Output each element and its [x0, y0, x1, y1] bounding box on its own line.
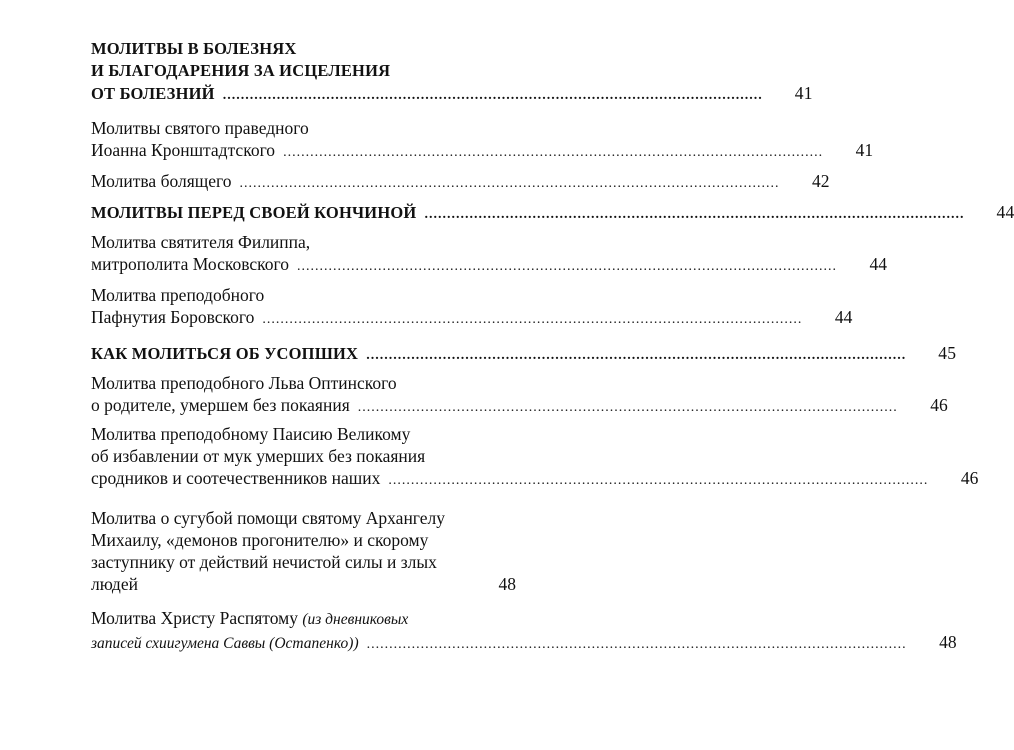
leader-dots: ........................................................................................................................: [388, 473, 929, 488]
leader-dots: ........................................................................................................................: [357, 400, 898, 415]
toc-entry-line: Михаилу, «демонов прогонителю» и скорому: [91, 530, 429, 550]
page-number: 46: [960, 468, 979, 488]
toc-heading: [91, 342, 957, 367]
leader-dots: ........................................................................................................................: [239, 176, 780, 191]
page-number: 41: [855, 140, 874, 160]
toc-entry: [91, 507, 516, 595]
toc-entry: [91, 117, 874, 164]
toc-entry-line: Молитва болящего: [91, 171, 232, 191]
toc-entry-line: заступнику от действий нечистой силы и злых: [91, 552, 437, 572]
toc-entry-line: И БЛАГОДАРЕНИЯ ЗА ИСЦЕЛЕНИЯ: [91, 61, 391, 80]
leader-dots: ........................................................................................................................: [262, 312, 803, 327]
toc-entry-line: о родителе, умершем без покаяния: [91, 395, 350, 415]
toc-entry-source-note: (из дневниковых: [302, 611, 409, 628]
toc-entry-line: Молитва преподобного Льва Оптинского: [91, 373, 397, 393]
toc-entry-line: КАК МОЛИТЬСЯ ОБ УСОПШИХ: [91, 344, 359, 363]
page-number: 44: [996, 202, 1014, 222]
page-number: 42: [812, 171, 830, 191]
toc-entry: [91, 284, 853, 331]
leader-dots: ........................................................................................................................: [366, 348, 907, 363]
toc-heading: [91, 38, 813, 107]
page-number: 48: [498, 574, 516, 594]
toc-entry-line: ОТ БОЛЕЗНИЙ: [91, 84, 215, 103]
toc-entry: [91, 231, 888, 278]
page-number: 46: [930, 395, 948, 415]
toc-heading: [91, 201, 1014, 226]
toc-entry-title: Молитва Христу Распятому: [91, 608, 298, 628]
leader-dots: ........................................................................................................................: [222, 88, 763, 103]
page-number: 41: [794, 83, 813, 103]
toc-entry-line: об избавлении от мук умерших без покаяния: [91, 446, 426, 466]
leader-dots: ........................................................................................................................: [424, 207, 965, 222]
page-number: 44: [869, 254, 888, 274]
toc-entry-line: Молитва преподобному Паисию Великому: [91, 424, 411, 444]
leader-dots: ........................................................................................................................: [297, 259, 838, 274]
leader-dots: ........................................................................................................................: [366, 637, 907, 652]
toc-entry-line: Молитва преподобного: [91, 285, 265, 305]
page-number: 44: [834, 307, 853, 327]
toc-entry: [91, 372, 948, 419]
toc-entry: [91, 607, 957, 656]
toc-entry-line: Молитвы святого праведного: [91, 118, 309, 138]
toc-entry-line: Молитва о сугубой помощи святому Архангелу: [91, 508, 446, 528]
toc-entry-source-note: записей схиигумена Саввы (Остапенко)): [91, 635, 359, 652]
toc-entry-line: МОЛИТВЫ В БОЛЕЗНЯХ: [91, 39, 297, 58]
leader-dots: ........................................................................................................................: [283, 145, 824, 160]
toc-entry-line: сродников и соотечественников наших: [91, 468, 381, 488]
toc-entry: [91, 423, 979, 492]
toc-entry-line: [91, 607, 516, 631]
toc-entry-line: МОЛИТВЫ ПЕРЕД СВОЕЙ КОНЧИНОЙ: [91, 203, 417, 222]
page-number: 45: [938, 343, 957, 363]
toc-entry-line: митрополита Московского: [91, 254, 290, 274]
toc-entry-line: Иоанна Кронштадтского: [91, 140, 276, 160]
toc-entry-line: Молитва святителя Филиппа,: [91, 232, 311, 252]
page-number: 48: [939, 632, 957, 652]
toc-entry-line: людей: [91, 574, 138, 594]
toc-entry-line: Пафнутия Боровского: [91, 307, 255, 327]
toc-entry: [91, 170, 830, 195]
